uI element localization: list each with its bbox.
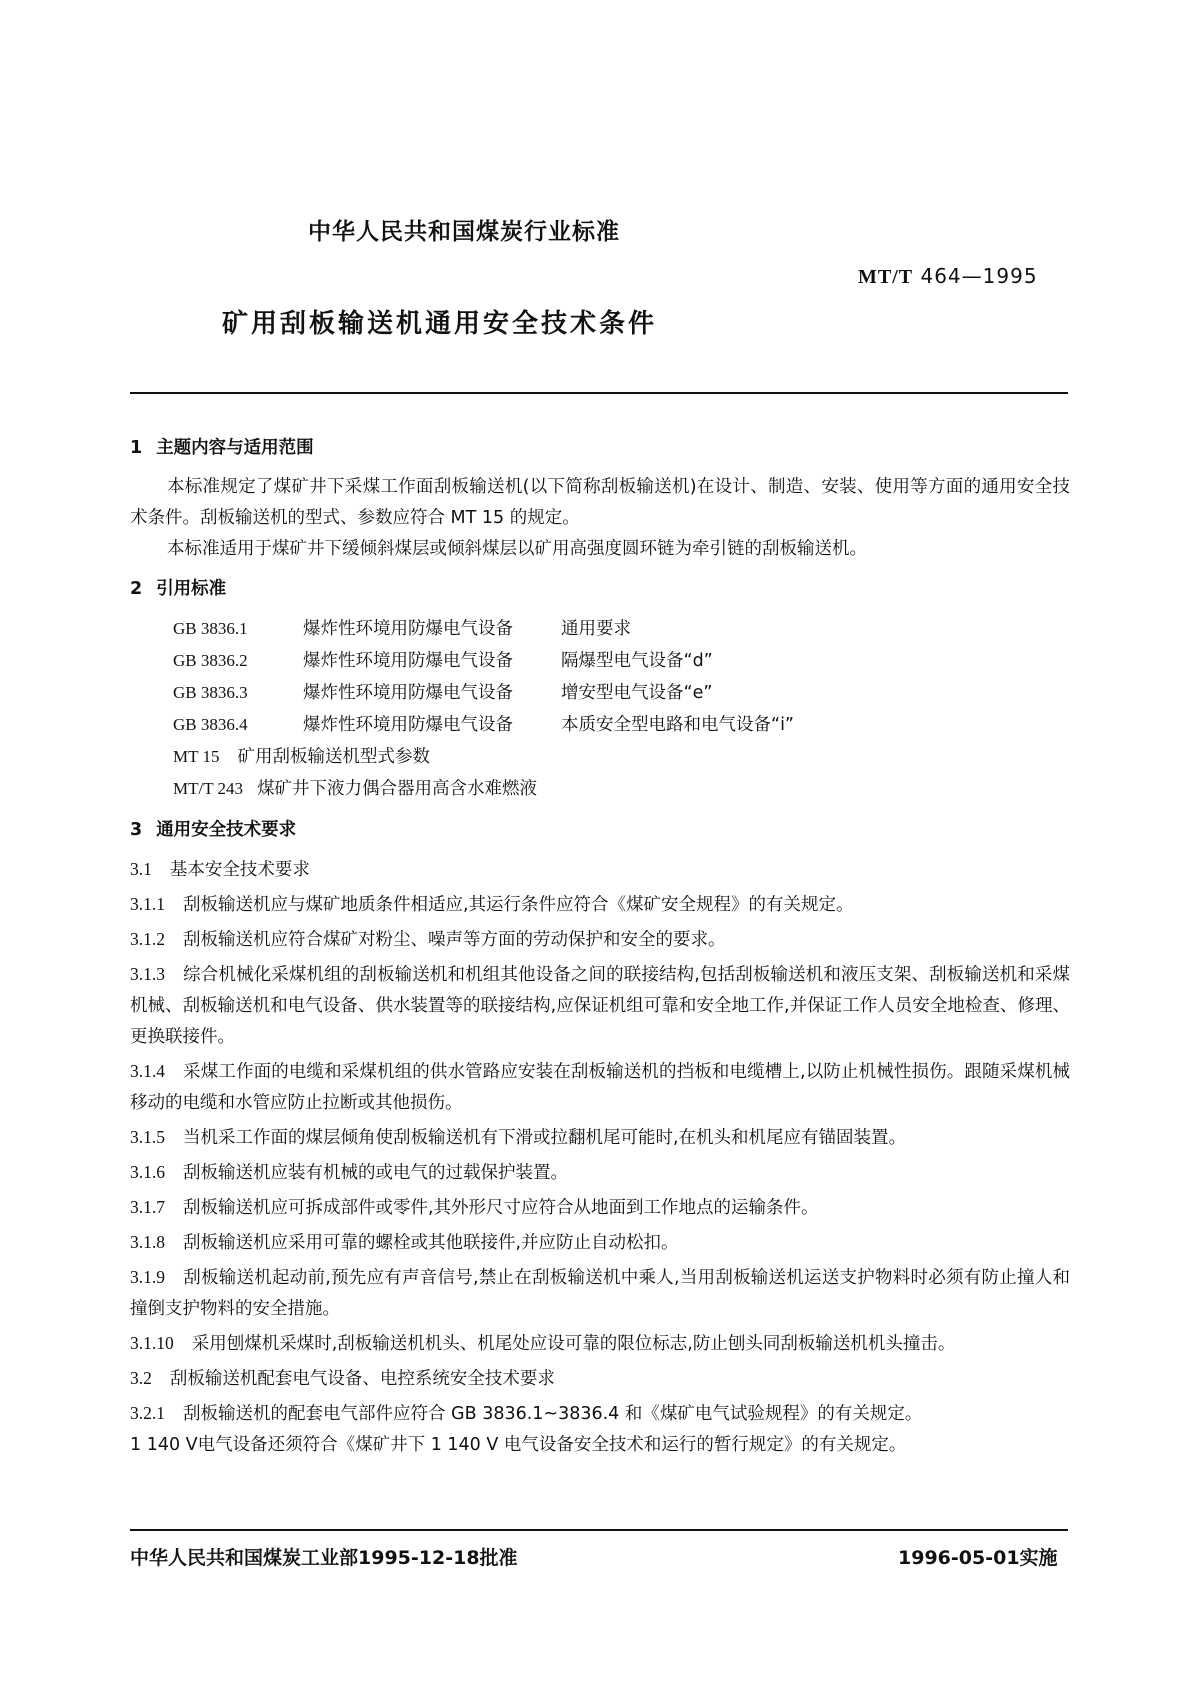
clause-number: 3.1.2 — [130, 929, 165, 949]
reference-item — [173, 709, 1070, 741]
clause-text: 刮板输送机应装有机械的或电气的过载保护装置。 — [183, 1163, 568, 1183]
reference-title: 矿用刮板输送机型式参数 — [237, 747, 430, 767]
header-divider — [130, 392, 1068, 394]
issuing-organization: 中华人民共和国煤炭行业标准 — [308, 219, 620, 245]
reference-code: GB 3836.2 — [173, 651, 248, 670]
reference-code: MT 15 — [173, 747, 220, 766]
clause-number: 3.1.9 — [130, 1267, 165, 1287]
reference-item — [173, 741, 1070, 773]
effective-date: 1996-05-01实施 — [898, 1547, 1058, 1569]
reference-title: 爆炸性环境用防爆电气设备 — [303, 651, 513, 671]
clause-text: 采煤工作面的电缆和采煤机组的供水管路应安装在刮板输送机的挡板和电缆槽上,以防止机械性损伤。跟随采煤机械移动的电缆和水管应防止拉断或其他损伤。 — [130, 1062, 1070, 1113]
section-heading — [130, 433, 1070, 464]
reference-code: GB 3836.3 — [173, 683, 248, 702]
clause-number: 3.1.10 — [130, 1333, 174, 1353]
clause-number: 3.1 — [130, 859, 152, 879]
approval-note: 中华人民共和国煤炭工业部1995-12-18批准 — [130, 1547, 518, 1569]
clause-number: 3.2 — [130, 1368, 152, 1388]
clause-list — [130, 889, 1070, 1360]
clause — [130, 959, 1070, 1053]
clause-number: 3.2.1 — [130, 1403, 165, 1423]
standard-code-prefix: MT/T — [858, 266, 914, 288]
paragraph: 本标准规定了煤矿井下采煤工作面刮板输送机(以下简称刮板输送机)在设计、制造、安装、使用等方面的通用安全技术条件。刮板输送机的型式、参数应符合 MT 15 的规定。 — [130, 477, 1070, 528]
section-title: 通用安全技术要求 — [156, 820, 297, 840]
reference-item — [173, 773, 1070, 805]
clause — [130, 1262, 1070, 1325]
clause — [130, 1122, 1070, 1154]
reference-item — [173, 613, 1070, 645]
clause-number: 3.1.5 — [130, 1127, 165, 1147]
clause-continuation: 1 140 V电气设备还须符合《煤矿井下 1 140 V 电气设备安全技术和运行的暂行规定》的有关规定。 — [130, 1435, 907, 1455]
clause — [130, 1157, 1070, 1189]
reference-list — [173, 613, 1070, 805]
clause-number: 3.1.6 — [130, 1162, 165, 1182]
reference-subtitle: 通用要求 — [561, 619, 631, 639]
clause-number: 3.1.8 — [130, 1232, 165, 1252]
section-heading — [130, 574, 1070, 605]
clause — [130, 1227, 1070, 1259]
clause — [130, 1056, 1070, 1119]
clause-text: 刮板输送机的配套电气部件应符合 GB 3836.1~3836.4 和《煤矿电气试验规程》的有关规定。 — [183, 1404, 923, 1424]
clause-text: 采用刨煤机采煤时,刮板输送机机头、机尾处应设可靠的限位标志,防止刨头同刮板输送机机头撞击。 — [191, 1334, 956, 1354]
clause — [130, 1398, 1070, 1430]
paragraph: 本标准适用于煤矿井下缓倾斜煤层或倾斜煤层以矿用高强度圆环链为牵引链的刮板输送机。 — [167, 539, 867, 559]
document-body — [130, 433, 1070, 1461]
section-number: 2 — [130, 579, 143, 599]
section-number: 1 — [130, 438, 143, 458]
reference-title: 爆炸性环境用防爆电气设备 — [303, 715, 513, 735]
footer-divider — [130, 1529, 1068, 1531]
reference-subtitle: 增安型电气设备“e” — [561, 683, 713, 703]
section-number: 3 — [130, 820, 143, 840]
subsection-heading — [130, 1363, 1070, 1395]
clause — [130, 924, 1070, 956]
clause-number: 3.1.4 — [130, 1061, 165, 1081]
clause-text: 刮板输送机应符合煤矿对粉尘、噪声等方面的劳动保护和安全的要求。 — [183, 930, 726, 950]
standard-code-number: 464—1995 — [920, 264, 1038, 288]
clause — [130, 1328, 1070, 1360]
reference-title: 爆炸性环境用防爆电气设备 — [303, 683, 513, 703]
clause-number: 3.1.7 — [130, 1197, 165, 1217]
document-title: 矿用刮板输送机通用安全技术条件 — [222, 309, 658, 339]
section-title: 主题内容与适用范围 — [156, 438, 314, 458]
clause-text: 刮板输送机应可拆成部件或零件,其外形尺寸应符合从地面到工作地点的运输条件。 — [183, 1198, 819, 1218]
reference-title: 煤矿井下液力偶合器用高含水难燃液 — [257, 779, 538, 799]
clause-text: 综合机械化采煤机组的刮板输送机和机组其他设备之间的联接结构,包括刮板输送机和液压支架、刮板输送机和采煤机械、刮板输送机和电气设备、供水装置等的联接结构,应保证机组可靠和安全地工作,并保证工作人员安全地检查、修理、更换联接件。 — [130, 965, 1070, 1047]
clause-text: 刮板输送机起动前,预先应有声音信号,禁止在刮板输送机中乘人,当用刮板输送机运送支护物料时必须有防止撞人和撞倒支护物料的安全措施。 — [130, 1268, 1070, 1319]
clause — [130, 889, 1070, 921]
standard-code — [858, 264, 1038, 289]
clause-text: 刮板输送机配套电气设备、电控系统安全技术要求 — [169, 1369, 555, 1389]
reference-title: 爆炸性环境用防爆电气设备 — [303, 619, 513, 639]
reference-code: MT/T 243 — [173, 779, 244, 798]
reference-item — [173, 645, 1070, 677]
section-heading — [130, 815, 1070, 846]
subsection-heading — [130, 854, 1070, 886]
reference-code: GB 3836.1 — [173, 619, 248, 638]
clause-text: 基本安全技术要求 — [169, 860, 310, 880]
section-title: 引用标准 — [156, 579, 227, 599]
reference-code: GB 3836.4 — [173, 715, 248, 734]
reference-item — [173, 677, 1070, 709]
clause-number: 3.1.3 — [130, 964, 165, 984]
clause-number: 3.1.1 — [130, 894, 165, 914]
clause-text: 刮板输送机应与煤矿地质条件相适应,其运行条件应符合《煤矿安全规程》的有关规定。 — [183, 895, 854, 915]
clause-text: 刮板输送机应采用可靠的螺栓或其他联接件,并应防止自动松扣。 — [183, 1233, 679, 1253]
reference-subtitle: 本质安全型电路和电气设备“i” — [561, 715, 794, 735]
clause — [130, 1192, 1070, 1224]
clause-text: 当机采工作面的煤层倾角使刮板输送机有下滑或拉翻机尾可能时,在机头和机尾应有锚固装置。 — [183, 1128, 907, 1148]
reference-subtitle: 隔爆型电气设备“d” — [561, 651, 713, 671]
